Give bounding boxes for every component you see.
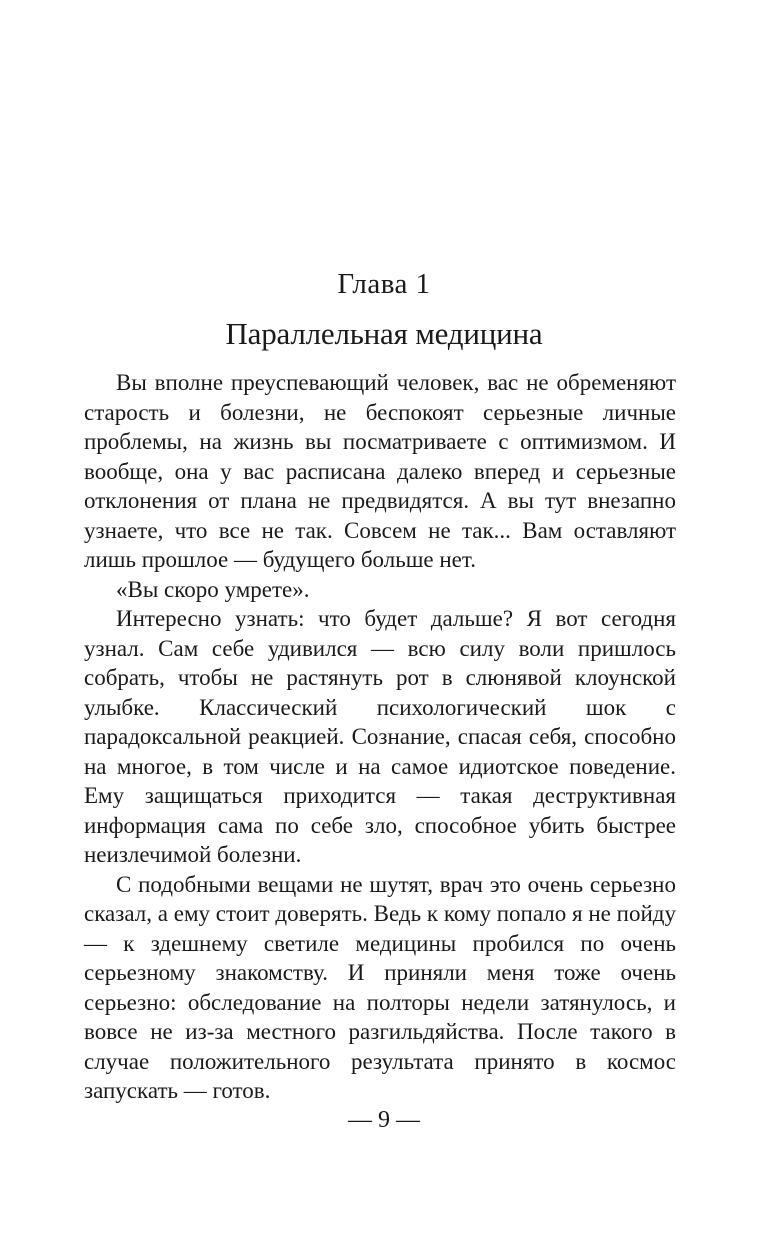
paragraph: Интересно узнать: что будет дальше? Я вот сегодня узнал. Сам себе удивился — всю силу воли пришлось собрать, чтобы не растянуть рот в слюнявой клоунской улыбке. Классический психологический шок с парадоксальной реакцией. Сознание, спасая себя, способно на многое, в том числе и на самое идиотское поведение. Ему защищаться приходится — такая деструктивная информация сама по себе зло, способное убить быстрее неизлечимой болезни. [84, 606, 676, 867]
chapter-number: Глава 1 [337, 268, 431, 300]
chapter-title: Параллельная медицина [225, 316, 543, 351]
paragraph: Вы вполне преуспевающий человек, вас не обременяют старость и болезни, не беспокоят серьезные личные проблемы, на жизнь вы посматриваете с оптимизмом. И вообще, она у вас расписана далеко вперед и серьезные отклонения от плана не предвидятся. А вы тут внезапно узнаете, что все не так. Совсем не так... Вам оставляют лишь прошлое — будущего больше нет. [84, 370, 676, 572]
page-number: — 9 — [348, 1107, 420, 1133]
paragraph: «Вы скоро умрете». [116, 576, 310, 602]
paragraph: С подобными вещами не шутят, врач это очень серьезно сказал, а ему стоит доверять. Ведь к кому попало я не пойду — к здешнему светиле медицины пробился по очень серьезному знакомству. И приняли меня тоже очень серьезно: обследование на полторы недели затянулось, и вовсе не из-за местного разгильдяйства. После такого в случае положительного результата принято в космос запускать — готов. [84, 871, 676, 1103]
chapter-body [84, 368, 676, 1106]
